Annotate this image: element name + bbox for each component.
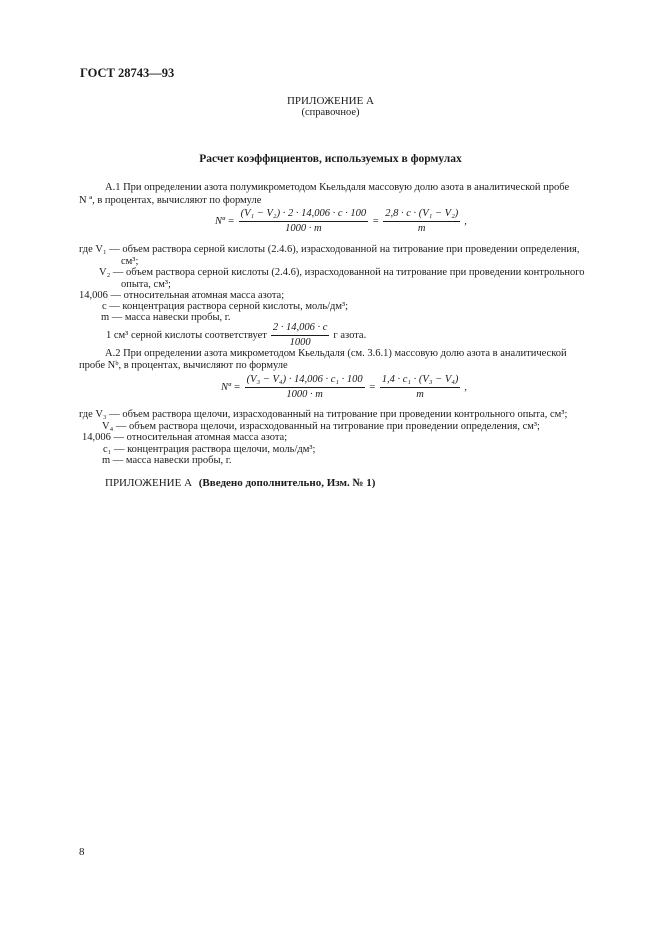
a2-where-line-3: 14,006 — относительная атомная масса азота;: [82, 432, 288, 443]
a2-denominator-2: m: [416, 389, 424, 401]
a1-denominator-1: 1000 · m: [285, 223, 322, 235]
footer-note: [105, 477, 375, 490]
a1-denominator-2: m: [417, 223, 426, 235]
page-number: 8: [79, 846, 85, 858]
a1-paragraph-line2: N ª, в процентах, вычисляют по формуле: [79, 195, 262, 206]
a1-paragraph-line1: А.1 При определении азота полумикрометодом Кьельдаля массовую долю азота в аналитической пробе: [105, 182, 570, 193]
a1-formula-lhs: Nª =: [215, 215, 235, 227]
a2-numerator-2: 1,4 · c₁ · (V₃ − V₄): [380, 374, 461, 388]
a2-fraction-1: [245, 374, 365, 401]
a1-numerator-2: 2,8 · c · (V₁ − V₂): [383, 208, 460, 222]
appendix-title: ПРИЛОЖЕНИЕ А: [286, 95, 374, 107]
a2-paragraph-line2: пробе Nᵇ, в процентах, вычисляют по формуле: [79, 360, 288, 371]
a1-formula-tail: ,: [464, 215, 467, 227]
a2-equals: =: [368, 381, 376, 393]
a1-where-line-4: опыта, см³;: [121, 279, 171, 290]
a2-formula: [221, 374, 467, 401]
a2-where-line-5: m — масса навески пробы, г.: [102, 455, 232, 466]
a1-where-line-5: 14,006 — относительная атомная масса азота;: [79, 290, 285, 301]
a1-where-line-3: V₂ — объем раствора серной кислоты (2.4.6), израсходованной на титрование при проведении контрольного: [99, 267, 585, 278]
a1-where-line-1: где V₁ — объем раствора серной кислоты (2.4.6), израсходованной на титрование при проведении определения,: [79, 244, 580, 255]
a2-formula-tail: ,: [464, 381, 468, 393]
a2-where-line-2: V₄ — объем раствора щелочи, израсходованный на титрование при проведении определения, см³;: [102, 421, 540, 432]
a1-equiv-fraction: [271, 322, 330, 349]
footer-note-text: (Введено дополнительно, Изм. № 1): [198, 477, 376, 489]
a1-where-line-7: m — масса навески пробы, г.: [101, 312, 231, 323]
appendix-subtitle: (справочное): [301, 107, 360, 118]
a1-equiv-suffix: г азота.: [333, 329, 367, 341]
section-heading: Расчет коэффициентов, используемых в формулах: [199, 153, 462, 165]
a2-where-line-4: c₁ — концентрация раствора щелочи, моль/дм³;: [103, 444, 316, 455]
a1-numerator-1: (V₁ − V₂) · 2 · 14,006 · c · 100: [239, 208, 369, 222]
a1-fraction-1: [239, 208, 369, 235]
a1-formula: [215, 208, 467, 235]
a1-where-line-2: см³;: [121, 256, 139, 267]
standard-code: ГОСТ 28743—93: [80, 66, 175, 80]
a1-equals: =: [372, 215, 380, 227]
a1-equiv-prefix: 1 см³ серной кислоты соответствует: [106, 329, 267, 341]
a2-paragraph-line1: А.2 При определении азота микрометодом Кьельдаля (см. 3.6.1) массовую долю азота в аналитической: [105, 348, 567, 359]
a1-equiv-denominator: 1000: [289, 337, 311, 349]
a2-denominator-1: 1000 · m: [286, 389, 323, 401]
a2-where-line-1: где V₃ — объем раствора щелочи, израсходованный на титрование при проведении контрольного опыта, см³;: [79, 409, 568, 420]
a1-fraction-2: [383, 208, 460, 235]
a1-equivalence: [106, 322, 366, 349]
a1-equiv-numerator: 2 · 14,006 · c: [271, 322, 330, 336]
a1-where-line-6: c — концентрация раствора серной кислоты, моль/дм³;: [102, 301, 349, 312]
a2-fraction-2: [380, 374, 461, 401]
a2-formula-lhs: Nª =: [221, 381, 241, 393]
a2-numerator-1: (V₃ − V₄) · 14,006 · c₁ · 100: [245, 374, 365, 388]
footer-note-label: ПРИЛОЖЕНИЕ А: [105, 477, 193, 489]
